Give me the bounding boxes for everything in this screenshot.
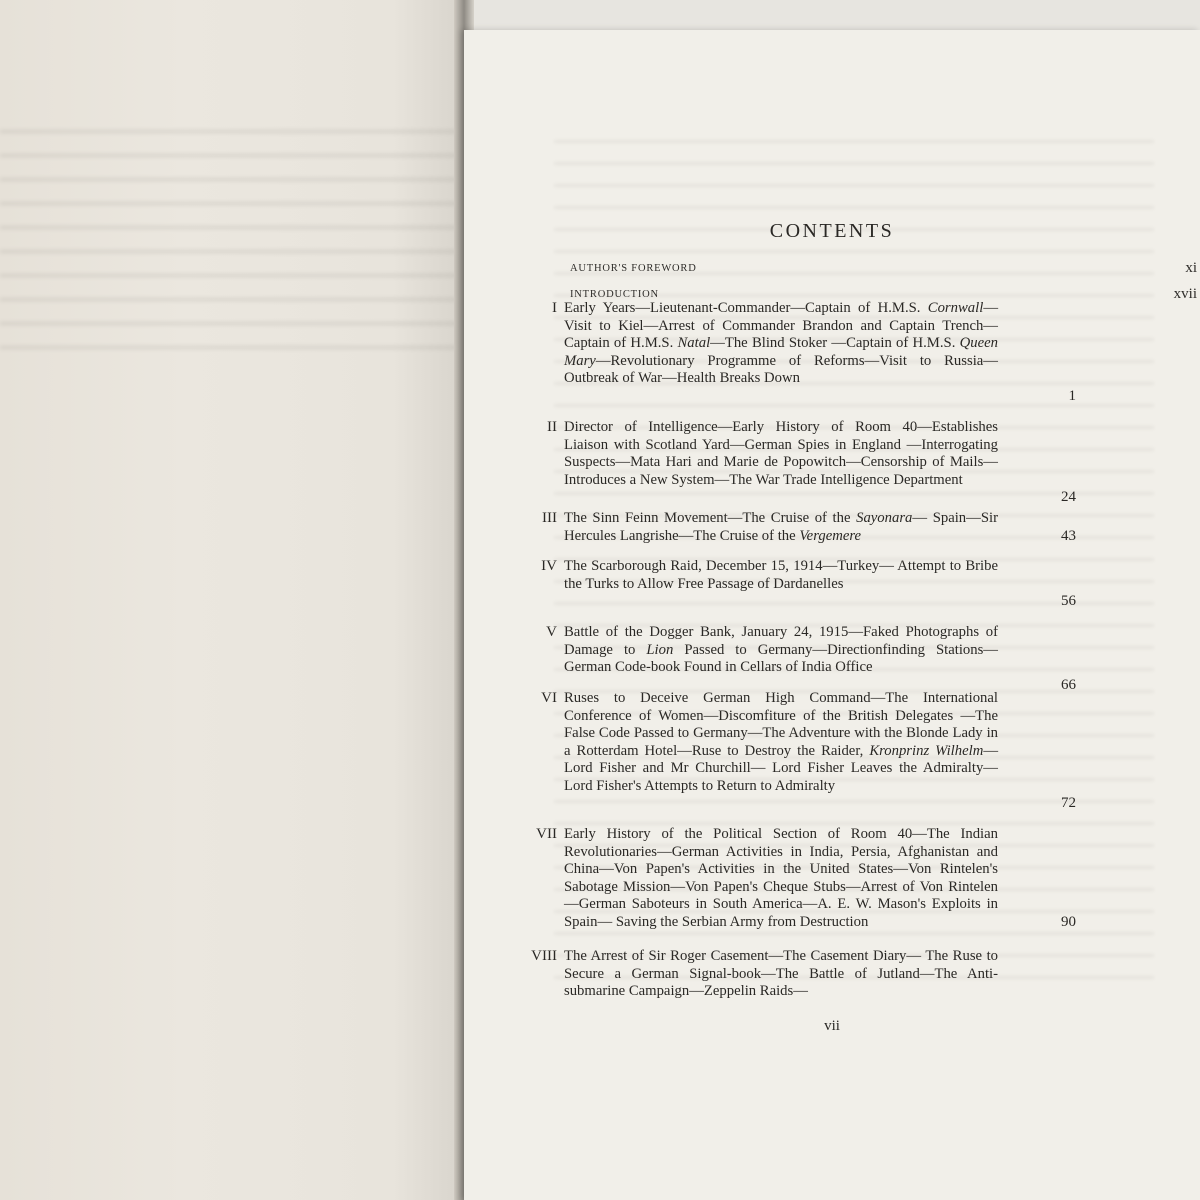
page-folio: vii: [824, 1018, 840, 1034]
chapter-number: VII: [536, 826, 557, 842]
chapter-page: 1: [1068, 387, 1076, 404]
chapter-number: V: [546, 624, 557, 640]
contents-page: [464, 30, 1200, 1200]
bleed-through-text: [0, 130, 460, 350]
chapter-description: Battle of the Dogger Bank, January 24, 1915—Faked Photographs of Damage to Lion Passed to Germany—Directionfinding Stations—German Code-book Found in Cellars of India Office: [564, 624, 998, 675]
front-matter-page: xi: [1185, 260, 1197, 276]
front-matter-page: xvii: [1173, 286, 1197, 302]
chapter-page: 43: [1061, 527, 1076, 544]
chapter-description: The Sinn Feinn Movement—The Cruise of the Sayonara— Spain—Sir Hercules Langrishe—The Cruise of the Vergemere: [564, 510, 998, 544]
left-page: [0, 0, 462, 1200]
chapter-page: 72: [1061, 795, 1076, 811]
chapter-description: Director of Intelligence—Early History of Room 40—Establishes Liaison with Scotland Yard—German Spies in England —Interrogating Suspects—Mata Hari and Marie de Popowitch—Censorship of Mails—Introduces a New System—The War Trade Intelligence Department: [564, 419, 998, 488]
front-matter-label: INTRODUCTION: [570, 289, 659, 300]
front-matter-label: AUTHOR'S FOREWORD: [570, 263, 697, 274]
chapter-page: 66: [1061, 676, 1076, 693]
chapter-number: II: [547, 419, 557, 435]
contents-title: CONTENTS: [769, 220, 895, 242]
chapter-page: 24: [1061, 489, 1076, 505]
chapter-page: 56: [1061, 593, 1076, 609]
chapter-description: The Arrest of Sir Roger Casement—The Casement Diary— The Ruse to Secure a German Signal-book—The Battle of Jutland—The Anti-submarine Campaign—Zeppelin Raids—: [564, 948, 998, 999]
chapter-description: The Scarborough Raid, December 15, 1914—Turkey— Attempt to Bribe the Turks to Allow Free Passage of Dardanelles: [564, 558, 998, 592]
chapter-page: 90: [1061, 913, 1076, 930]
chapter-number: III: [542, 510, 557, 526]
front-matter-foreword: [570, 260, 1197, 276]
chapter-number: I: [552, 300, 557, 316]
chapter-number: IV: [541, 558, 557, 574]
front-matter-introduction: [570, 286, 1197, 302]
chapter-number: VI: [541, 690, 557, 706]
chapter-number: VIII: [531, 948, 557, 964]
chapter-description: Ruses to Deceive German High Command—The International Conference of Women—Discomfiture of the British Delegates —The False Code Passed to Germany—The Adventure with the Blonde Lady in a Rotterdam Hotel—Ruse to Destroy the Raider, Kronprinz Wilhelm—Lord Fisher and Mr Churchill— Lord Fisher Leaves the Admiralty—Lord Fisher's Attempts to Return to Admiralty: [564, 690, 998, 794]
chapter-description: Early History of the Political Section of Room 40—The Indian Revolutionaries—German Activities in India, Persia, Afghanistan and China—Von Papen's Activities in the United States—Von Rintelen's Sabotage Mission—Von Papen's Cheque Stubs—Arrest of Von Rintelen—German Saboteurs in South America—A. E. W. Mason's Exploits in Spain— Saving the Serbian Army from Destruction: [564, 826, 998, 930]
chapter-description: Early Years—Lieutenant-Commander—Captain of H.M.S. Cornwall—Visit to Kiel—Arrest of Commander Brandon and Captain Trench—Captain of H.M.S. Natal—The Blind Stoker —Captain of H.M.S. Queen Mary—Revolutionary Programme of Reforms—Visit to Russia—Outbreak of War—Health Breaks Down: [564, 300, 998, 386]
